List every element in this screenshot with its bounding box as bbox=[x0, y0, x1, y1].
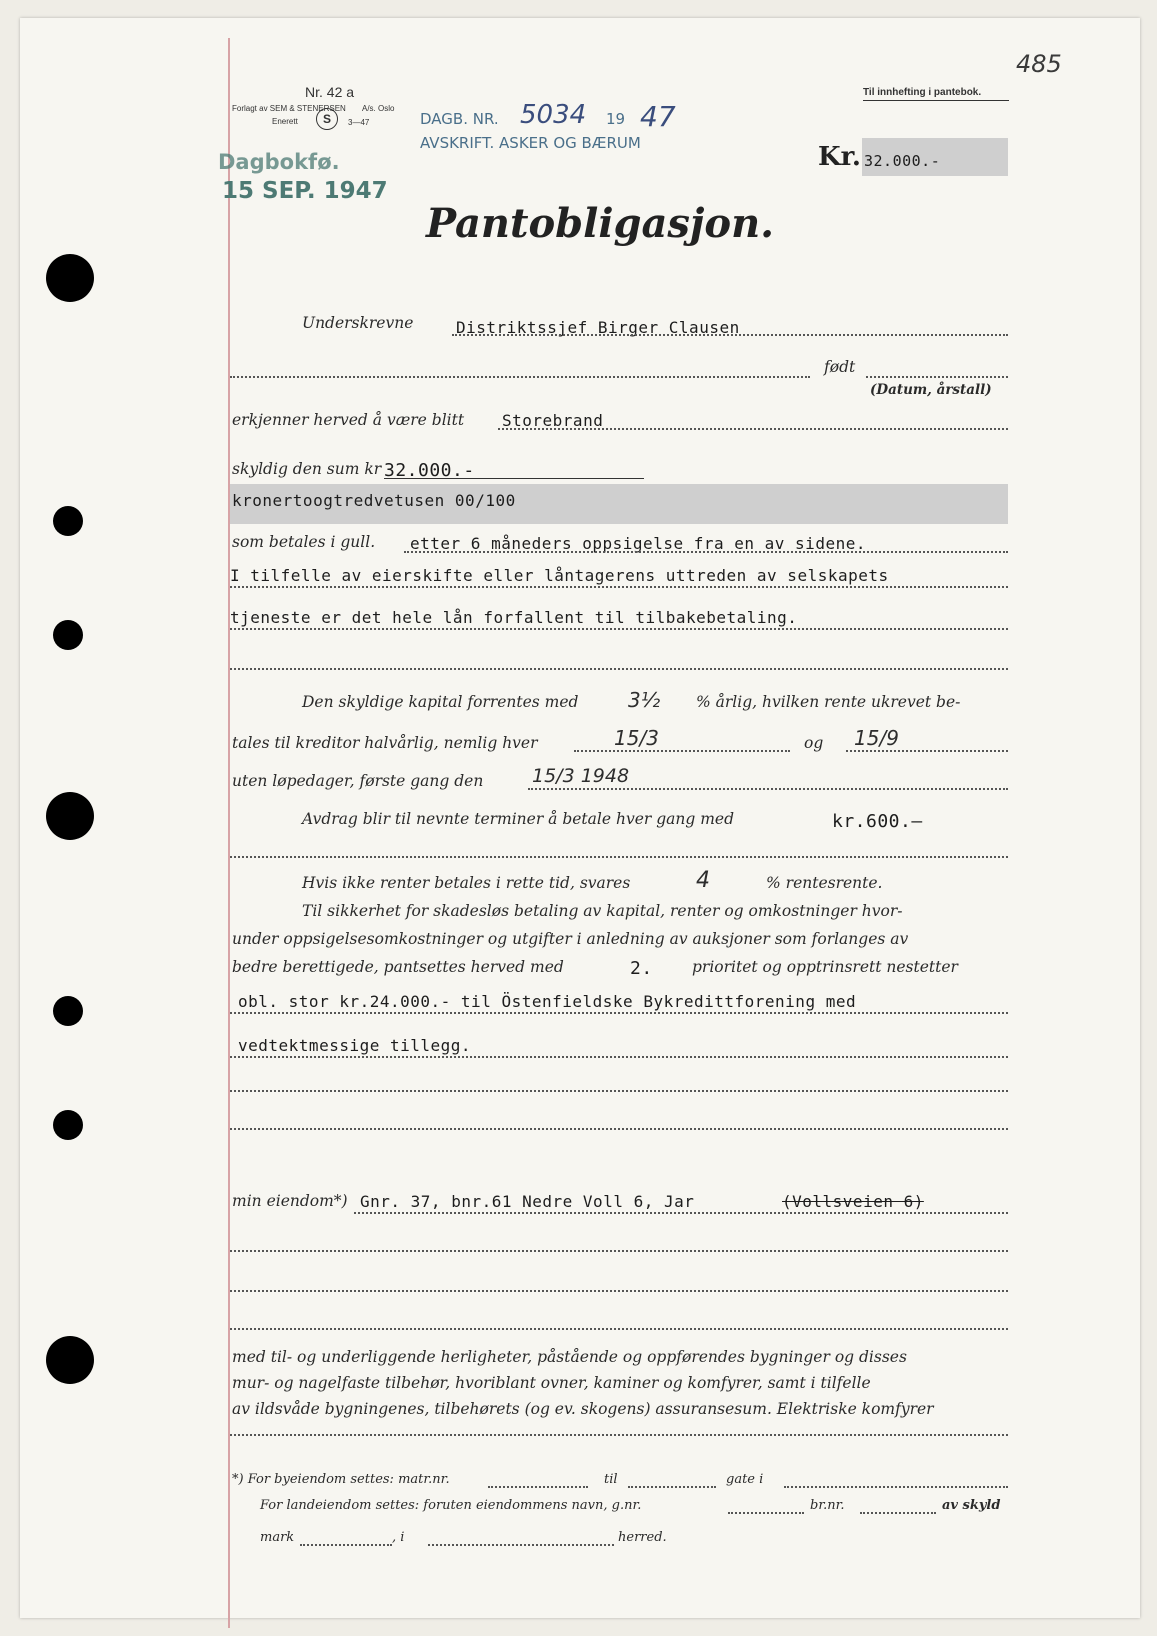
footnote-dots6 bbox=[300, 1544, 392, 1546]
footnote-dots1 bbox=[488, 1486, 588, 1488]
kroner-words: kronertoogtredvetusen 00/100 bbox=[232, 491, 516, 510]
form-number: Nr. 42 a bbox=[305, 84, 355, 100]
underskrevne-value: Distriktssjef Birger Clausen bbox=[456, 318, 740, 337]
footnote-line2c: av skyld bbox=[942, 1498, 1001, 1513]
footnote-dots3 bbox=[784, 1486, 1008, 1488]
closing-line2: mur- og nagelfaste tilbehør, hvoriblant ovner, kaminer og komfyrer, samt i tilfelle bbox=[232, 1374, 871, 1392]
hvis-label-a: Hvis ikke renter betales i rette tid, svares bbox=[302, 874, 631, 892]
footnote-line1a: *) For byeiendom settes: matr.nr. bbox=[232, 1472, 450, 1487]
footnote-line1c: gate i bbox=[726, 1472, 764, 1487]
property-rule1 bbox=[354, 1212, 1008, 1214]
interest-date2: 15/9 bbox=[854, 726, 899, 750]
fodt-line-left bbox=[230, 376, 810, 378]
betales-label: som betales i gull. bbox=[232, 533, 376, 551]
avdrag-rule bbox=[230, 856, 1008, 858]
betales-rule2 bbox=[230, 586, 1008, 588]
binder-hole bbox=[53, 1110, 83, 1140]
dagbok-year: 47 bbox=[640, 100, 676, 133]
footnote-line1b: til bbox=[604, 1472, 618, 1487]
interest-og: og bbox=[804, 734, 824, 752]
closing-line3: av ildsvåde bygningenes, tilbehørets (og ev. skogens) assuransesum. Elektriske komfyrer bbox=[232, 1400, 934, 1418]
betales-line3: tjeneste er det hele lån forfallent til tilbakebetaling. bbox=[230, 608, 798, 627]
amount-value: 32.000.- bbox=[864, 152, 941, 170]
binder-hole bbox=[46, 254, 94, 302]
erkjenner-value: Storebrand bbox=[502, 411, 604, 430]
penalty-rate: 4 bbox=[696, 868, 710, 893]
document-title: Pantobligasjon. bbox=[426, 200, 775, 247]
erkjenner-label: erkjenner herved å være blitt bbox=[232, 411, 465, 429]
underskrevne-line bbox=[452, 334, 1008, 336]
property-rule3 bbox=[230, 1290, 1008, 1292]
first-date-line bbox=[528, 788, 1008, 790]
underskrevne-label: Underskrevne bbox=[302, 314, 414, 332]
binder-hole bbox=[53, 996, 83, 1026]
publisher-logo: S bbox=[316, 108, 338, 130]
dagbok-year-prefix: 19 bbox=[606, 110, 626, 128]
closing-rule bbox=[230, 1434, 1008, 1436]
interest-date1: 15/3 bbox=[614, 726, 659, 750]
publisher-date: 3—47 bbox=[348, 118, 370, 127]
fodt-label: født bbox=[824, 358, 856, 376]
date2-line bbox=[846, 750, 1008, 752]
binding-note-rule bbox=[863, 100, 1009, 101]
interest-line1b: % årlig, hvilken rente ukrevet be- bbox=[696, 693, 961, 711]
page-number: 485 bbox=[1016, 50, 1062, 78]
received-stamp-date: 15 SEP. 1947 bbox=[222, 178, 388, 204]
binder-hole bbox=[53, 620, 83, 650]
security-rule3 bbox=[230, 1090, 1008, 1092]
betales-rule3 bbox=[230, 628, 1008, 630]
betales-line1: etter 6 måneders oppsigelse fra en av sidene. bbox=[410, 534, 866, 553]
betales-line2: I tilfelle av eierskifte eller låntagerens uttreden av selskapets bbox=[230, 566, 889, 585]
security-line2: under oppsigelsesomkostninger og utgifter i anledning av auksjoner som forlanges av bbox=[232, 930, 909, 948]
dagbok-number: 5034 bbox=[520, 100, 587, 130]
security-priority: 2. bbox=[630, 958, 653, 979]
datum-label: (Datum, årstall) bbox=[870, 382, 992, 398]
security-rule4 bbox=[230, 1128, 1008, 1130]
property-rule4 bbox=[230, 1328, 1008, 1330]
margin-rule bbox=[228, 38, 230, 1628]
publisher-enerett: Enerett bbox=[272, 117, 298, 126]
binder-hole bbox=[53, 506, 83, 536]
footnote-dots2 bbox=[628, 1486, 716, 1488]
property-value: Gnr. 37, bnr.61 Nedre Voll 6, Jar bbox=[360, 1192, 695, 1211]
security-typed1: obl. stor kr.24.000.- til Östenfieldske Bykredittforening med bbox=[238, 992, 857, 1011]
footnote-line3a: mark bbox=[260, 1530, 295, 1545]
security-rule2 bbox=[230, 1056, 1008, 1058]
erkjenner-line bbox=[498, 428, 1008, 430]
security-line3b: prioritet og opptrinsrett nestetter bbox=[692, 958, 958, 976]
property-rule2 bbox=[230, 1250, 1008, 1252]
fodt-line-right bbox=[866, 376, 1008, 378]
binder-hole bbox=[46, 1336, 94, 1384]
amount-label: Kr. bbox=[818, 142, 861, 172]
property-label: min eiendom*) bbox=[232, 1192, 348, 1210]
footnote-dots5 bbox=[860, 1512, 936, 1514]
security-rule1 bbox=[230, 1012, 1008, 1014]
footnote-dots7 bbox=[428, 1544, 614, 1546]
skyldig-value: 32.000.- bbox=[384, 460, 475, 481]
security-typed2: vedtektmessige tillegg. bbox=[238, 1036, 472, 1055]
security-line1: Til sikkerhet for skadesløs betaling av kapital, renter og omkostninger hvor- bbox=[302, 902, 903, 920]
closing-line1: med til- og underliggende herligheter, påstående og oppførendes bygninger og disses bbox=[232, 1348, 907, 1366]
publisher-city: A/s. Oslo bbox=[362, 104, 395, 113]
avskrift-label: AVSKRIFT. ASKER OG BÆRUM bbox=[420, 134, 641, 152]
interest-line2a: tales til kreditor halvårlig, nemlig hver bbox=[232, 734, 538, 752]
footnote-line2b: br.nr. bbox=[810, 1498, 845, 1513]
footnote-line3c: herred. bbox=[618, 1530, 667, 1545]
binding-note: Til innhefting i pantebok. bbox=[863, 87, 982, 98]
binder-hole bbox=[46, 792, 94, 840]
security-line3a: bedre berettigede, pantsettes herved med bbox=[232, 958, 564, 976]
footnote-line3b: , i bbox=[392, 1530, 405, 1545]
dagbok-label: DAGB. NR. bbox=[420, 110, 499, 128]
interest-line3a: uten løpedager, første gang den bbox=[232, 772, 484, 790]
footnote-line2a: For landeiendom settes: foruten eiendommens navn, g.nr. bbox=[260, 1498, 642, 1513]
skyldig-label: skyldig den sum kr bbox=[232, 460, 382, 478]
interest-first-date: 15/3 1948 bbox=[532, 765, 630, 787]
footnote-dots4 bbox=[728, 1512, 804, 1514]
interest-line1a: Den skyldige kapital forrentes med bbox=[302, 693, 579, 711]
avdrag-label: Avdrag blir til nevnte terminer å betale hver gang med bbox=[302, 810, 734, 828]
hvis-label-b: % rentesrente. bbox=[766, 874, 883, 892]
skyldig-line bbox=[384, 478, 644, 479]
property-struck: (Vollsveien 6) bbox=[782, 1192, 924, 1211]
betales-rule1 bbox=[404, 551, 1008, 553]
publisher-line: Forlagt av SEM & STENERSEN bbox=[232, 104, 346, 113]
blank-rule bbox=[230, 668, 1008, 670]
date1-line bbox=[574, 750, 790, 752]
interest-rate: 3½ bbox=[628, 688, 661, 712]
avdrag-value: kr.600.— bbox=[832, 811, 923, 832]
received-stamp-label: Dagbokfø. bbox=[218, 150, 340, 174]
